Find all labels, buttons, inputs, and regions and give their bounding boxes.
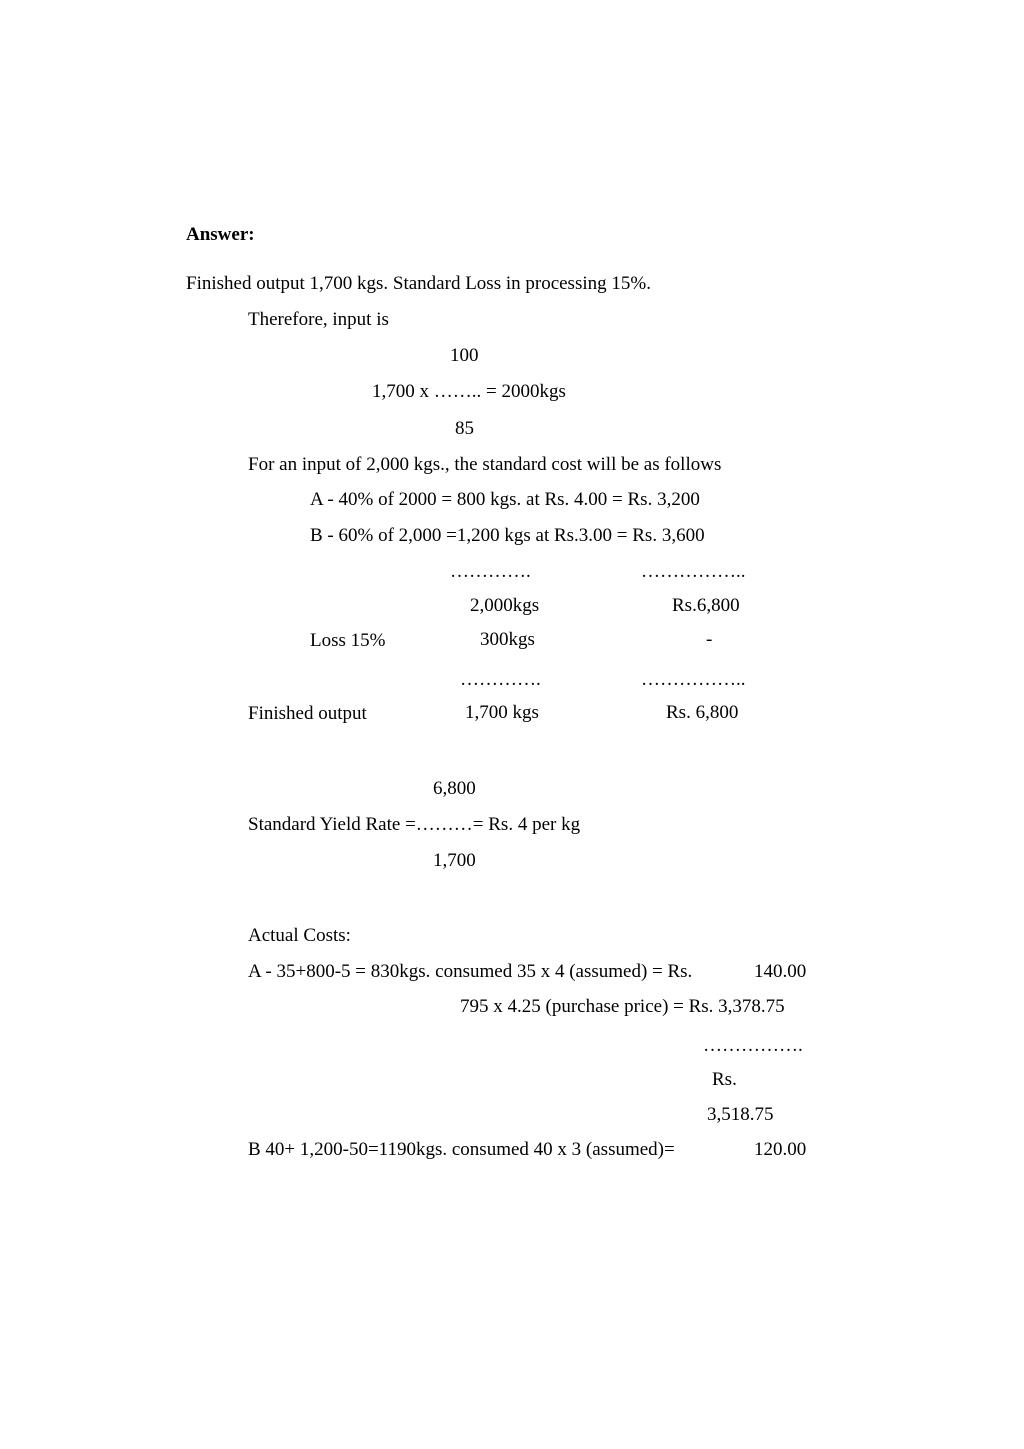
actual-a-line-1: A - 35+800-5 = 830kgs. consumed 35 x 4 (assumed) = Rs. — [248, 961, 693, 982]
total-amount: Rs.6,800 — [672, 595, 740, 616]
finished-output-label: Finished output — [248, 703, 367, 724]
qty-dotted-rule: …………. — [450, 561, 531, 582]
actual-a-total-currency: Rs. — [712, 1069, 737, 1090]
loss-amount: - — [706, 629, 713, 650]
input-fraction-numerator: 100 — [450, 345, 479, 366]
yield-rate-line: Standard Yield Rate =………= Rs. 4 per kg — [248, 814, 581, 835]
material-b-line: B - 60% of 2,000 =1,200 kgs at Rs.3.00 = Rs. 3,600 — [310, 525, 705, 546]
input-fraction-expression: 1,700 x …….. = 2000kgs — [372, 381, 566, 402]
actual-a-line-2: 795 x 4.25 (purchase price) = Rs. 3,378.75 — [460, 996, 785, 1017]
actual-b-value-1: 120.00 — [754, 1139, 807, 1160]
actual-a-dotted-rule: ……………. — [703, 1035, 803, 1056]
intro-line: Finished output 1,700 kgs. Standard Loss in processing 15%. — [186, 273, 651, 294]
yield-fraction-numerator: 6,800 — [433, 778, 476, 799]
actual-b-line-1: B 40+ 1,200-50=1190kgs. consumed 40 x 3 (assumed)= — [248, 1139, 675, 1160]
answer-heading: Answer: — [186, 224, 255, 245]
therefore-line: Therefore, input is — [248, 309, 389, 330]
material-a-line: A - 40% of 2000 = 800 kgs. at Rs. 4.00 = Rs. 3,200 — [310, 489, 700, 510]
input-fraction-denominator: 85 — [455, 418, 474, 439]
finished-output-amount: Rs. 6,800 — [666, 702, 739, 723]
loss-label: Loss 15% — [310, 630, 386, 651]
amount-dotted-rule: …………….. — [641, 561, 746, 582]
amount-dotted-rule-2: …………….. — [641, 669, 746, 690]
standard-cost-intro: For an input of 2,000 kgs., the standard cost will be as follows — [248, 454, 722, 475]
total-quantity: 2,000kgs — [470, 595, 540, 616]
loss-quantity: 300kgs — [480, 629, 535, 650]
finished-output-quantity: 1,700 kgs — [465, 702, 539, 723]
actual-costs-heading: Actual Costs: — [248, 925, 351, 946]
actual-a-value-1: 140.00 — [754, 961, 807, 982]
actual-a-total: 3,518.75 — [707, 1104, 774, 1125]
yield-fraction-denominator: 1,700 — [433, 850, 476, 871]
qty-dotted-rule-2: …………. — [460, 669, 541, 690]
